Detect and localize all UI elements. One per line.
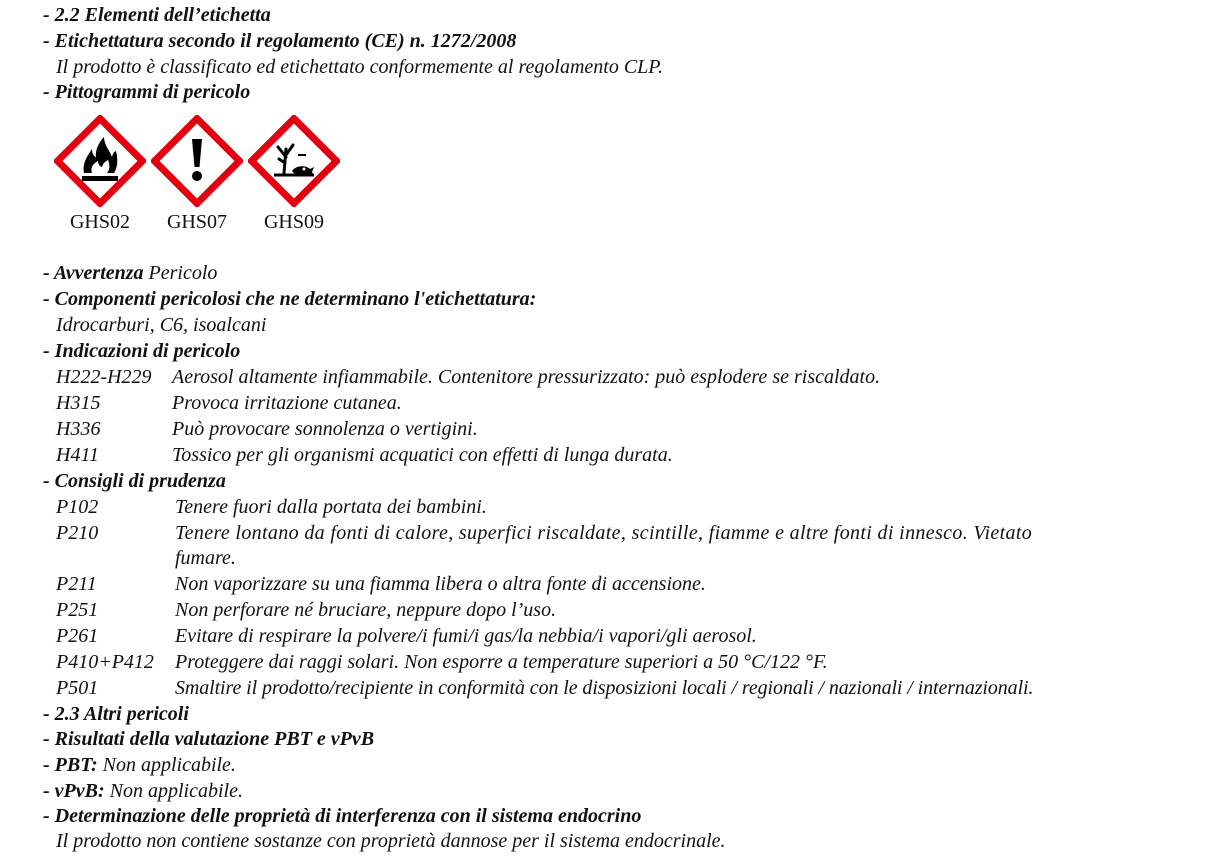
signal-word-value: Pericolo — [148, 262, 218, 284]
precaution-text: Non perforare né bruciare, neppure dopo l’uso. — [175, 599, 557, 621]
precaution-text: Proteggere dai raggi solari. Non esporre a temperature superiori a 50 °C/122 °F. — [175, 651, 828, 673]
hazard-code: H222-H229 — [56, 366, 152, 388]
precaution-text: Evitare di respirare la polvere/i fumi/i gas/la nebbia/i vapori/gli aerosol. — [175, 625, 757, 647]
precaution-text: Tenere fuori dalla portata dei bambini. — [175, 496, 487, 518]
precaution-text: Smaltire il prodotto/recipiente in conformità con le disposizioni locali / regionali / nazionali / internazionali. — [175, 677, 1034, 699]
hazard-code: H336 — [56, 418, 101, 440]
precaution-text-continuation: fumare. — [175, 547, 236, 569]
pbt-heading: - Risultati della valutazione PBT e vPvB — [43, 728, 375, 750]
labelling-heading: - Etichettatura secondo il regolamento (CE) n. 1272/2008 — [43, 30, 517, 52]
hazard-text: Può provocare sonnolenza o vertigini. — [172, 418, 478, 440]
pbt-label: - PBT: — [43, 754, 98, 776]
precaution-text: Tenere lontano da fonti di calore, superfici riscaldate, scintille, fiamme e altre fonti di innesco. Vietato — [175, 522, 1033, 544]
exclamation-icon — [151, 115, 243, 207]
hazard-code: H315 — [56, 392, 101, 414]
environment-icon — [248, 115, 340, 207]
precaution-text: Non vaporizzare su una fiamma libera o altra fonte di accensione. — [175, 573, 706, 595]
hazard-text: Aerosol altamente infiammabile. Contenitore pressurizzato: può esplodere se riscaldato. — [172, 366, 881, 388]
hazard-heading: - Indicazioni di pericolo — [43, 340, 241, 362]
hazard-code: H411 — [56, 444, 99, 466]
components-heading: - Componenti pericolosi che ne determinano l'etichettatura: — [43, 288, 537, 310]
pictogram-code: GHS09 — [263, 211, 324, 233]
labelling-text: Il prodotto è classificato ed etichettato conformemente al regolamento CLP. — [56, 56, 663, 78]
pbt-value: Non applicabile. — [102, 754, 236, 776]
precaution-code: P102 — [56, 496, 99, 518]
flame-icon — [54, 115, 146, 207]
vpvb-value: Non applicabile. — [109, 780, 243, 802]
pbt-line — [43, 753, 236, 777]
precaution-code: P410+P412 — [56, 651, 154, 673]
precaution-code: P251 — [56, 599, 99, 621]
components-text: Idrocarburi, C6, isoalcani — [56, 314, 267, 336]
signal-word — [43, 261, 217, 285]
precaution-code: P211 — [56, 573, 97, 595]
pictogram-code: GHS07 — [166, 211, 227, 233]
precaution-code: P501 — [56, 677, 99, 699]
precaution-code: P261 — [56, 625, 99, 647]
precaution-code: P210 — [56, 522, 99, 544]
pictogram-code: GHS02 — [69, 211, 130, 233]
pictograms-heading: - Pittogrammi di pericolo — [43, 81, 251, 103]
hazard-text: Provoca irritazione cutanea. — [172, 392, 402, 414]
hazard-text: Tossico per gli organismi acquatici con effetti di lunga durata. — [172, 444, 673, 466]
endocrine-heading: - Determinazione delle proprietà di interferenza con il sistema endocrino — [43, 805, 642, 827]
hazard-pictograms — [54, 115, 354, 235]
precaution-heading: - Consigli di prudenza — [43, 470, 226, 492]
signal-word-label: - Avvertenza — [43, 262, 144, 284]
vpvb-line — [43, 779, 243, 803]
section-heading-2-2: - 2.2 Elementi dell’etichetta — [43, 4, 271, 26]
vpvb-label: - vPvB: — [43, 780, 105, 802]
section-heading-2-3: - 2.3 Altri pericoli — [43, 703, 189, 725]
endocrine-text: Il prodotto non contiene sostanze con proprietà dannose per il sistema endocrinale. — [56, 830, 726, 852]
